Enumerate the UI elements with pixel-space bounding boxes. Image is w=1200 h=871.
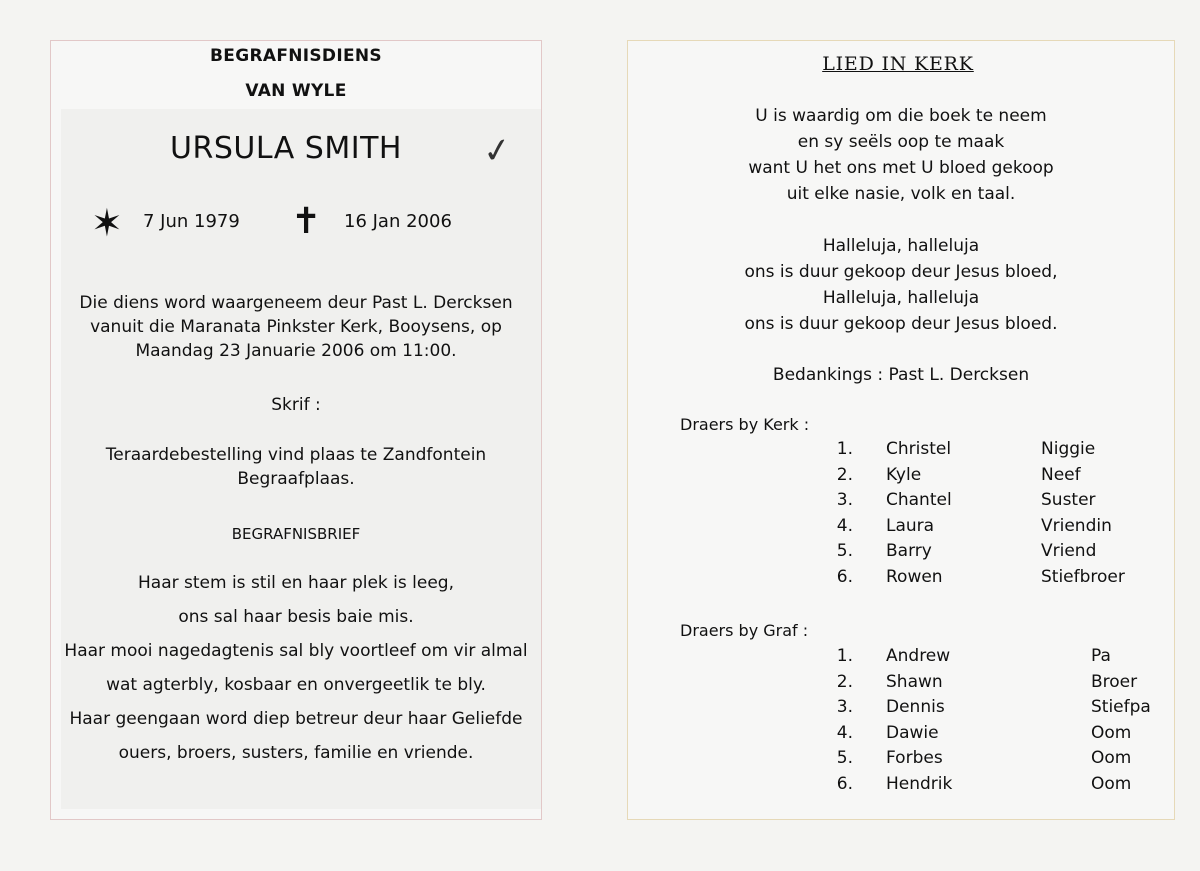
letter-body: [51, 566, 541, 770]
deceased-name: URSULA SMITH: [170, 131, 402, 166]
letter-line: Haar geengaan word diep betreur deur haar Geliefde: [69, 709, 523, 729]
letter-line: ouers, broers, susters, familie en vriende.: [118, 743, 474, 763]
list-item: 3. Dennis Stiefpa: [836, 697, 1151, 717]
service-line: Die diens word waargeneem deur Past L. Dercksen: [79, 293, 513, 313]
church-bearers-list: [828, 439, 1168, 592]
burial-line: Teraardebestelling vind plaas te Zandfontein: [105, 445, 487, 465]
service-line: vanuit die Maranata Pinkster Kerk, Booysens, op: [90, 317, 502, 337]
church-bearers-heading: Draers by Kerk :: [680, 415, 810, 434]
song-verse: [628, 103, 1174, 207]
list-item: 4. Laura Vriendin: [836, 515, 1112, 536]
service-info: [51, 291, 541, 363]
grave-bearers-list: [828, 646, 1168, 799]
song-line: want U het ons met U bloed gekoop: [748, 158, 1054, 178]
song-line: ons is duur gekoop deur Jesus bloed,: [744, 262, 1058, 282]
list-item: 3. Chantel Suster: [836, 490, 1096, 510]
service-line: Maandag 23 Januarie 2006 om 11:00.: [135, 341, 457, 361]
letter-line: ons sal haar besis baie mis.: [178, 607, 414, 627]
skrif-label: Skrif :: [271, 395, 321, 415]
list-item: 2. Kyle Neef: [836, 464, 1081, 485]
heading-van-wyle: VAN WYLE: [245, 81, 347, 101]
heading-begrafnisdiens: BEGRAFNISDIENS: [210, 46, 382, 66]
right-page: [627, 40, 1175, 820]
dates-row: [91, 201, 511, 251]
letter-heading: BEGRAFNISBRIEF: [231, 525, 361, 543]
song-title: LIED IN KERK: [822, 53, 974, 75]
list-item: 4. Dawie Oom: [836, 722, 1132, 743]
list-item: 5. Forbes Oom: [836, 748, 1132, 768]
song-line: en sy seëls oop te maak: [797, 132, 1005, 152]
thanks-line: Bedankings : Past L. Dercksen: [772, 365, 1030, 385]
letter-line: Haar stem is stil en haar plek is leeg,: [138, 573, 454, 593]
song-line: Halleluja, halleluja: [822, 236, 980, 256]
list-item: 1. Andrew Pa: [836, 646, 1111, 666]
star-icon: ✶: [91, 201, 123, 245]
list-item: 1. Christel Niggie: [836, 439, 1096, 459]
burial-line: Begraafplaas.: [237, 469, 355, 489]
song-line: U is waardig om die boek te neem: [755, 106, 1047, 126]
list-item: 5. Barry Vriend: [836, 541, 1097, 561]
birth-date: 7 Jun 1979: [143, 211, 240, 232]
list-item: 6. Hendrik Oom: [836, 773, 1132, 794]
letter-line: Haar mooi nagedagtenis sal bly voortleef om vir almal: [64, 641, 528, 661]
list-item: 2. Shawn Broer: [836, 671, 1138, 692]
song-line: uit elke nasie, volk en taal.: [786, 184, 1016, 204]
song-line: ons is duur gekoop deur Jesus bloed.: [744, 314, 1058, 334]
song-chorus: [628, 233, 1174, 337]
cross-icon: ✝: [291, 201, 322, 242]
checkmark-icon: ✓: [480, 129, 515, 173]
song-line: Halleluja, halleluja: [822, 288, 980, 308]
list-item: 6. Rowen Stiefbroer: [836, 566, 1125, 587]
death-date: 16 Jan 2006: [344, 211, 452, 232]
letter-line: wat agterbly, kosbaar en onvergeetlik te bly.: [106, 675, 486, 695]
left-page: [50, 40, 542, 820]
grave-bearers-heading: Draers by Graf :: [680, 621, 809, 640]
burial-info: [51, 443, 541, 491]
